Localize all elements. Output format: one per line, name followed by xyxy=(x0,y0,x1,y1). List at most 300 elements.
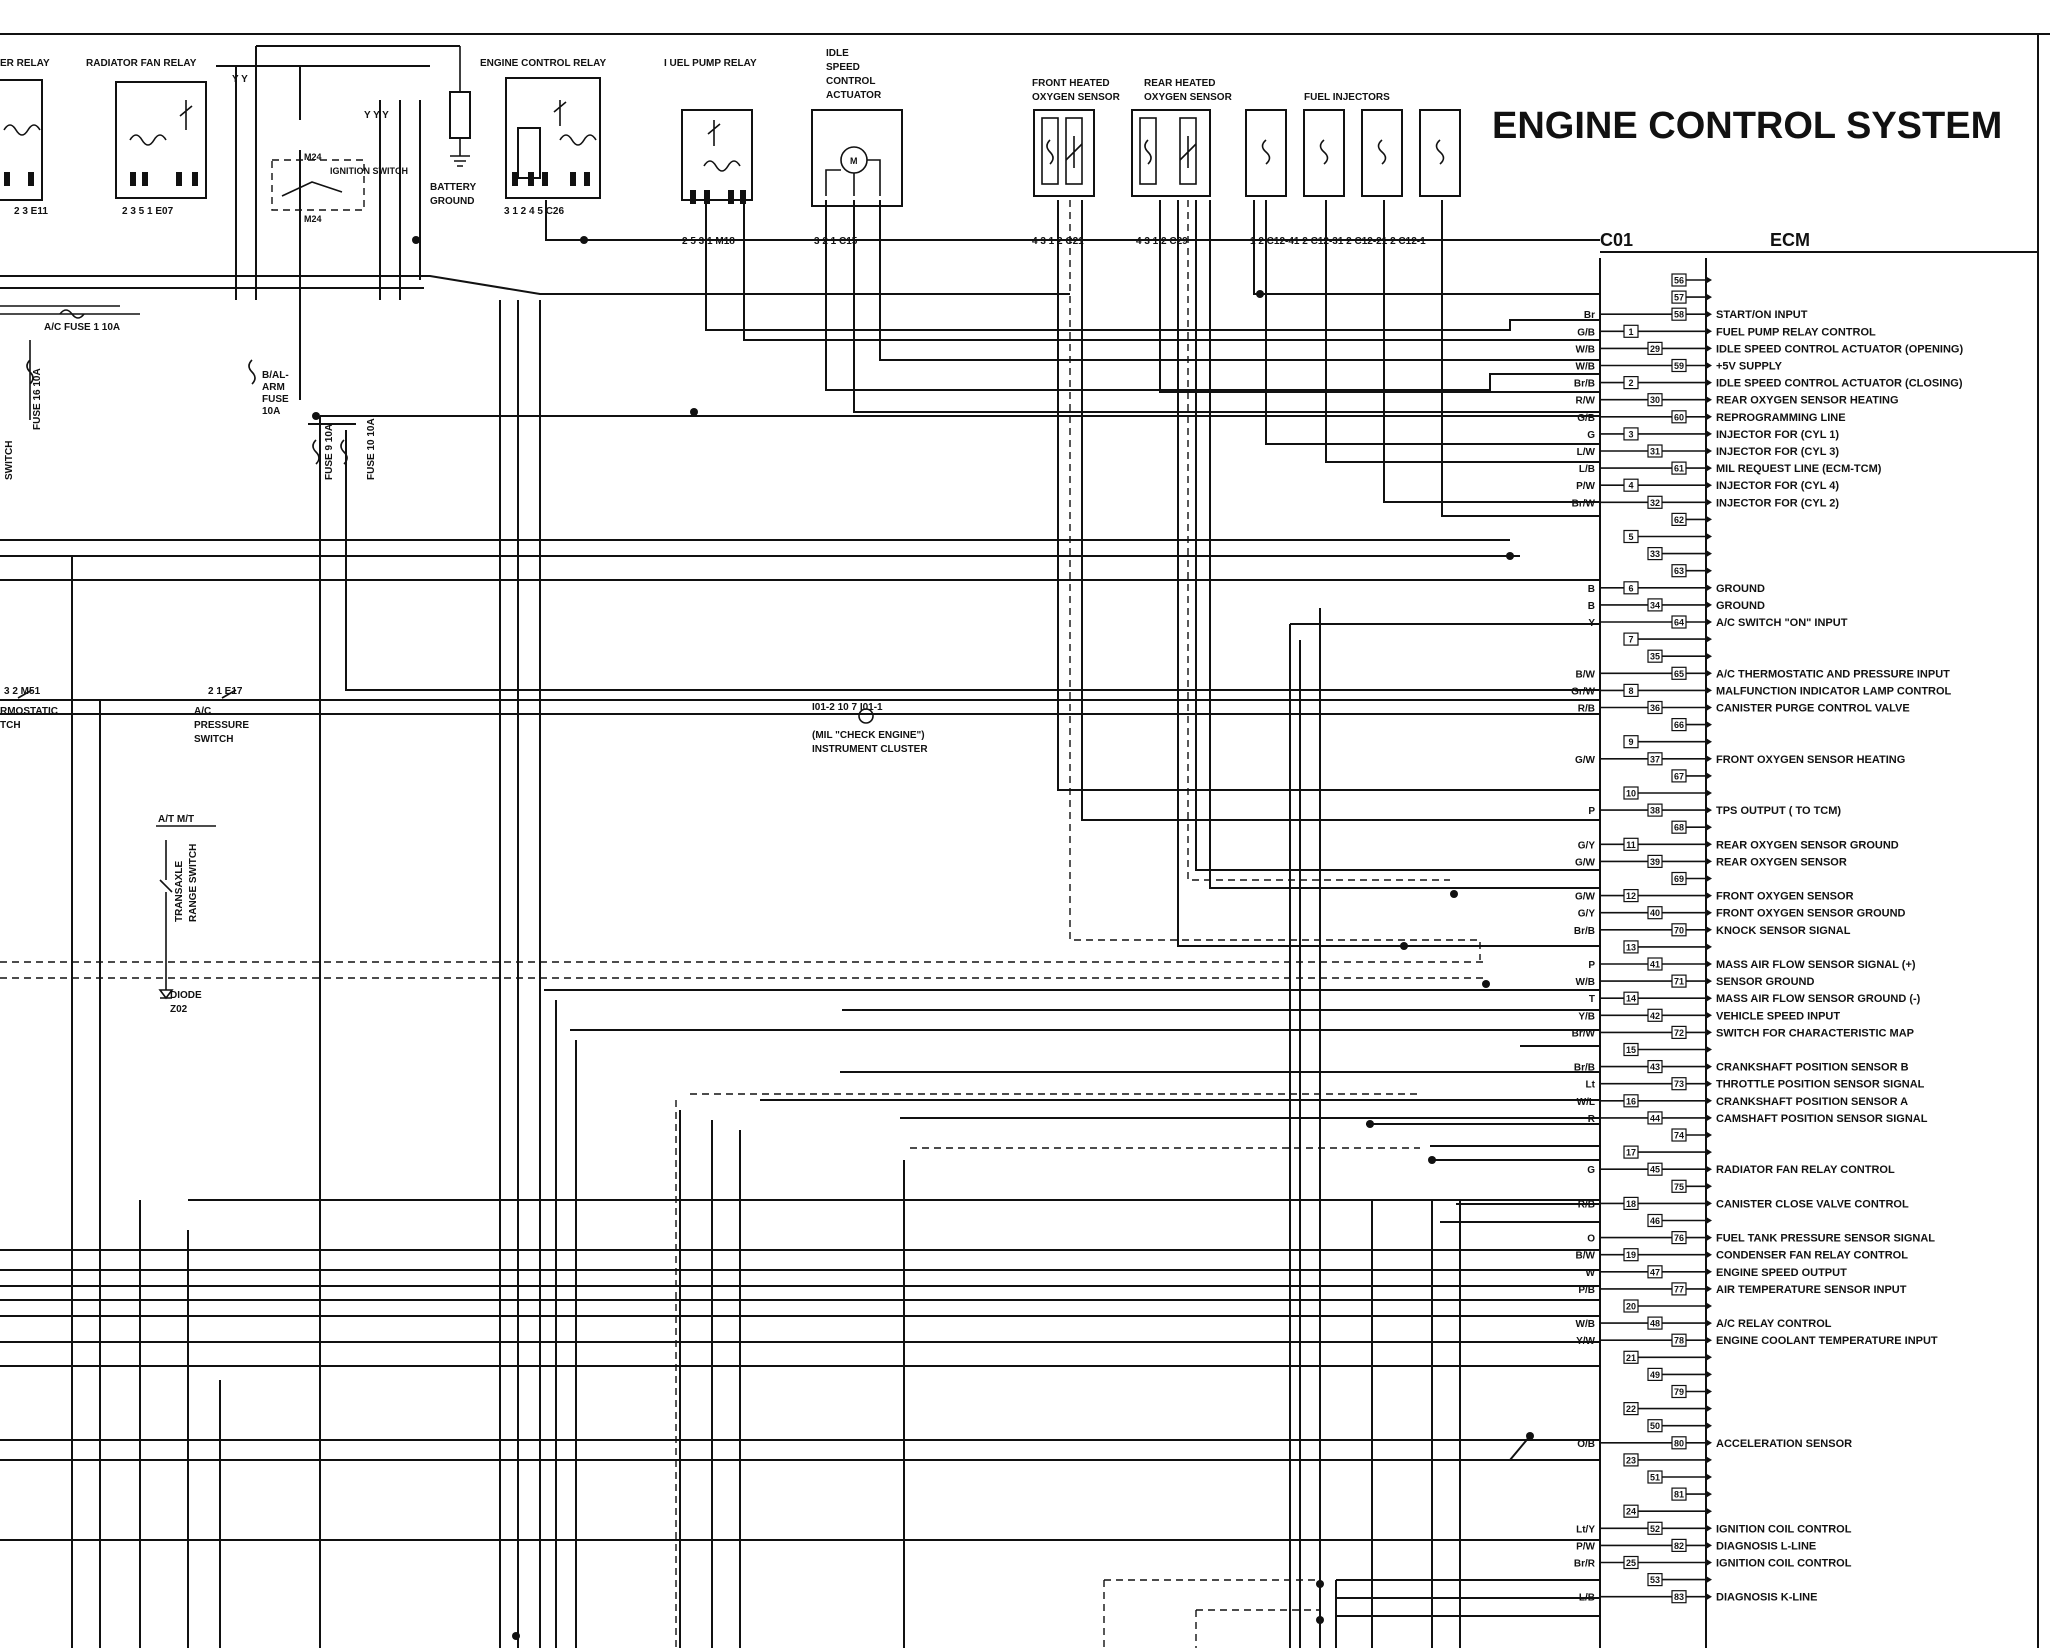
ecm-pin-arrow xyxy=(1707,1423,1712,1429)
ecm-wire-color: Br/B xyxy=(1573,925,1595,937)
e17-label: 2 1 E17 xyxy=(208,686,243,697)
ecm-signal-name: A/C RELAY CONTROL xyxy=(1716,1318,1832,1331)
ecm-pin-row xyxy=(1576,1249,1909,1262)
ecm-pin-row xyxy=(1624,1300,1712,1312)
ecm-pin-row xyxy=(1572,1026,1914,1039)
ecm-signal-name: THROTTLE POSITION SENSOR SIGNAL xyxy=(1716,1078,1925,1091)
ecm-pin-row xyxy=(1588,582,1765,595)
ecm-signal-name: AIR TEMPERATURE SENSOR INPUT xyxy=(1716,1283,1907,1296)
fuse10-label: FUSE 10 10A xyxy=(366,418,377,480)
ecm-signal-name: CAMSHAFT POSITION SENSOR SIGNAL xyxy=(1716,1112,1928,1125)
svg-text:Y Y: Y Y xyxy=(232,74,248,85)
ecm-pin-row xyxy=(1576,1334,1938,1347)
ecm-pin-number: 77 xyxy=(1673,1284,1685,1295)
ecm-pin-row xyxy=(1624,1351,1712,1363)
ecm-pin-arrow xyxy=(1707,619,1712,625)
ecm-pin-number: 60 xyxy=(1673,412,1685,423)
switch-partial-label: SWITCH xyxy=(4,440,15,480)
ecm-pin-number: 6 xyxy=(1628,583,1634,594)
ecm-wire-color: Y/W xyxy=(1576,1336,1595,1348)
ecm-pin-number: 23 xyxy=(1625,1455,1637,1466)
fuse16-label: FUSE 16 10A xyxy=(32,368,43,430)
diode-label-1: DIODE xyxy=(170,990,202,1001)
ecm-pin-arrow xyxy=(1707,927,1712,933)
ecm-pin-arrow xyxy=(1707,910,1712,916)
ecm-signal-name: VEHICLE SPEED INPUT xyxy=(1716,1010,1841,1023)
rear-o2-label-2: OXYGEN SENSOR xyxy=(1144,92,1232,103)
ecm-pin-number: 2 xyxy=(1628,378,1634,389)
ecm-pin-row xyxy=(1571,684,1951,697)
ecm-pin-arrow xyxy=(1707,534,1712,540)
ecm-pin-arrow xyxy=(1707,705,1712,711)
ecm-wire-color: Br/W xyxy=(1571,498,1595,510)
ecm-signal-name: GROUND xyxy=(1716,599,1765,612)
ecm-pin-number: 48 xyxy=(1649,1318,1661,1329)
ecm-pin-arrow xyxy=(1707,1132,1712,1138)
svg-text:M: M xyxy=(850,156,858,166)
ecm-signal-name: INJECTOR FOR (CYL 1) xyxy=(1716,428,1840,441)
ecm-pin-arrow xyxy=(1707,1218,1712,1224)
ecm-wire-color: G xyxy=(1587,429,1595,441)
ecm-pin-number: 17 xyxy=(1625,1147,1637,1158)
ecm-pin-arrow xyxy=(1707,687,1712,693)
ecm-pin-arrow xyxy=(1707,1474,1712,1480)
ecm-wire-color: G/W xyxy=(1575,891,1595,903)
ecm-signal-name: CANISTER PURGE CONTROL VALVE xyxy=(1716,702,1910,715)
ecm-pin-arrow xyxy=(1707,1166,1712,1172)
ac-pressure-switch xyxy=(194,686,249,745)
ecm-pin-number: 37 xyxy=(1649,754,1661,765)
ecm-pin-number: 62 xyxy=(1673,514,1685,525)
ecm-pin-number: 65 xyxy=(1673,668,1685,679)
ecm-wire-color: Lt xyxy=(1585,1079,1595,1091)
ecm-pin-arrow xyxy=(1707,739,1712,745)
ecm-signal-name: FUEL PUMP RELAY CONTROL xyxy=(1716,326,1876,339)
ecm-pin-number: 34 xyxy=(1649,600,1661,611)
ecm-pin-row xyxy=(1577,411,1845,424)
ecm-pin-number: 73 xyxy=(1673,1079,1685,1090)
m24-label-a: M24 xyxy=(304,152,322,162)
ecm-pin-row xyxy=(1574,1557,1852,1570)
ecm-wire-color: P/W xyxy=(1576,481,1595,493)
ecm-pin-arrow xyxy=(1707,1269,1712,1275)
ecm-pin-number: 22 xyxy=(1625,1404,1637,1415)
ecm-signal-name: GROUND xyxy=(1716,582,1765,595)
thermo-label-1: RMOSTATIC xyxy=(0,706,58,717)
isca-label-3: CONTROL xyxy=(826,76,876,87)
ecm-pin-number: 1 xyxy=(1628,326,1634,337)
ecm-pin-arrow xyxy=(1707,1406,1712,1412)
ecm-wire-color: R/B xyxy=(1577,703,1595,715)
ecm-signal-name: CRANKSHAFT POSITION SENSOR A xyxy=(1716,1095,1909,1108)
ecm-pin-number: 13 xyxy=(1625,942,1637,953)
ecm-pin-number: 72 xyxy=(1673,1027,1685,1038)
ecm-signal-name: CONDENSER FAN RELAY CONTROL xyxy=(1716,1249,1908,1262)
ecm-signal-name: INJECTOR FOR (CYL 4) xyxy=(1716,480,1840,493)
ecm-pin-number: 9 xyxy=(1628,737,1634,748)
ecm-signal-name: +5V SUPPLY xyxy=(1716,360,1782,373)
ecm-pin-number: 35 xyxy=(1649,651,1661,662)
ecm-wire-color: G xyxy=(1587,1165,1595,1177)
ecm-wire-color: W/B xyxy=(1575,361,1595,373)
ac-fuse-label: A/C FUSE 1 10A xyxy=(44,322,121,333)
ecm-wire-color: Br/B xyxy=(1573,1062,1595,1074)
ecm-pin-arrow xyxy=(1707,1560,1712,1566)
ecm-pin-arrow xyxy=(1707,328,1712,334)
ecm-pin-row xyxy=(1576,975,1815,988)
b-alarm-fuse-2: ARM xyxy=(262,382,285,393)
ecm-pin-number: 51 xyxy=(1649,1472,1661,1483)
ecm-signal-name: CANISTER CLOSE VALVE CONTROL xyxy=(1716,1198,1909,1211)
ecm-pin-arrow xyxy=(1707,1115,1712,1121)
ecm-pin-number: 33 xyxy=(1649,549,1661,560)
ecm-pin-arrow xyxy=(1707,551,1712,557)
ecm-signal-name: FRONT OXYGEN SENSOR xyxy=(1716,890,1854,903)
ecm-pin-number: 61 xyxy=(1673,463,1685,474)
cluster-label-2: INSTRUMENT CLUSTER xyxy=(812,744,928,755)
ecm-pin-row xyxy=(1588,804,1841,817)
ecm-pin-number: 19 xyxy=(1625,1250,1637,1261)
ecm-pin-number: 39 xyxy=(1649,856,1661,867)
ecm-pin-row xyxy=(1576,1522,1852,1535)
ecm-pin-arrow xyxy=(1707,1320,1712,1326)
ecm-wire-color: Y/B xyxy=(1578,1011,1595,1023)
ecm-pin-arrow xyxy=(1707,1064,1712,1070)
ecm-pin-arrow xyxy=(1707,568,1712,574)
ecm-signal-name: START/ON INPUT xyxy=(1716,309,1808,322)
ecm-pin-row xyxy=(1624,633,1712,645)
ecm-signal-name: SENSOR GROUND xyxy=(1716,976,1815,989)
e11-pins: 2 3 E11 xyxy=(14,206,48,217)
ecm-pin-number: 21 xyxy=(1625,1352,1637,1363)
ecm-pin-arrow xyxy=(1707,499,1712,505)
radiator-fan-relay-label: RADIATOR FAN RELAY xyxy=(86,58,197,69)
ecm-pin-number: 29 xyxy=(1649,343,1661,354)
ecm-pin-number: 15 xyxy=(1625,1045,1637,1055)
ecm-pin-arrow xyxy=(1707,1183,1712,1189)
ecm-signal-name: REAR OXYGEN SENSOR xyxy=(1716,856,1847,869)
ecm-pin-number: 18 xyxy=(1625,1198,1637,1209)
ecm-pin-number: 25 xyxy=(1625,1558,1637,1568)
ecm-pin-row xyxy=(1588,958,1916,971)
ecm-pin-row xyxy=(1577,445,1840,458)
ecm-pin-number: 53 xyxy=(1649,1575,1661,1586)
ecm-pin-number: 30 xyxy=(1649,395,1661,406)
ecm-pin-arrow xyxy=(1707,1577,1712,1583)
ecm-pin-number: 83 xyxy=(1673,1592,1685,1603)
ecm-pin-arrow xyxy=(1707,294,1712,300)
ecm-pin-number: 75 xyxy=(1673,1181,1685,1192)
ecm-pin-number: 16 xyxy=(1625,1096,1637,1107)
ecm-pin-row xyxy=(1577,325,1876,338)
ecm-connector-id: C01 xyxy=(1600,230,1634,250)
top-busbar xyxy=(216,46,460,400)
ecm-pin-number: 49 xyxy=(1649,1369,1661,1380)
cluster-label-1: (MIL "CHECK ENGINE") xyxy=(812,730,925,741)
ecm-pin-number: 43 xyxy=(1649,1062,1661,1073)
ecm-signal-name: KNOCK SENSOR SIGNAL xyxy=(1716,924,1851,937)
ecm-pin-arrow xyxy=(1707,380,1712,386)
ecm-pin-arrow xyxy=(1707,944,1712,950)
ecm-wire-color: W/B xyxy=(1575,1319,1595,1331)
ecm-pin-row xyxy=(1624,1403,1712,1415)
ecm-pin-row xyxy=(1588,1112,1928,1125)
ecm-pin-row xyxy=(1648,650,1712,662)
ecm-pin-number: 76 xyxy=(1673,1233,1685,1244)
ecm-pin-number: 12 xyxy=(1625,891,1637,902)
ecm-signal-name: REAR OXYGEN SENSOR HEATING xyxy=(1716,394,1899,407)
ecm-pin-row xyxy=(1587,1163,1895,1176)
ecm-pin-number: 63 xyxy=(1673,566,1685,577)
ecm-wire-color: G/W xyxy=(1575,857,1595,869)
ecm-signal-name: INJECTOR FOR (CYL 3) xyxy=(1716,446,1840,458)
ecm-wire-color: L/W xyxy=(1576,447,1595,458)
ecm-pin-arrow xyxy=(1707,756,1712,762)
ac-fuse xyxy=(0,306,140,333)
ecm-pin-row xyxy=(1576,1317,1832,1330)
ecm-wire-color: P xyxy=(1588,806,1595,818)
ecm-pin-row xyxy=(1574,377,1963,390)
ecm-wire-color: B/W xyxy=(1575,669,1595,681)
ecm-pin-arrow xyxy=(1707,1354,1712,1360)
ecm-pin-number: 45 xyxy=(1649,1164,1661,1175)
ecm-pin-number: 36 xyxy=(1649,703,1661,713)
ecm-pin-arrow xyxy=(1707,397,1712,403)
ecm-pin-row xyxy=(1576,394,1899,407)
ecm-wire-color: L/B xyxy=(1578,1592,1595,1604)
ac-thermostatic-switch xyxy=(0,686,58,731)
ecm-pin-arrow xyxy=(1707,807,1712,813)
junction-dots xyxy=(312,236,1534,1640)
ecm-pin-arrow xyxy=(1707,1286,1712,1292)
ecm-pin-row xyxy=(1588,599,1765,612)
ecm-pin-number: 24 xyxy=(1625,1506,1637,1517)
radiator-fan-relay xyxy=(86,58,206,217)
ecm-pin-arrow xyxy=(1707,1542,1712,1548)
c15-pins: 3 2 1 C15 xyxy=(814,236,858,247)
ecm-pin-row xyxy=(1588,616,1847,629)
ecm-wire-color: Br/W xyxy=(1571,1028,1595,1040)
ecm-pin-row xyxy=(1574,924,1851,937)
ecm-pin-arrow xyxy=(1707,790,1712,796)
left-fuses xyxy=(4,340,43,480)
ecm-wire-color: P/W xyxy=(1576,1541,1595,1553)
ecm-pin-arrow xyxy=(1707,1303,1712,1309)
ecm-signal-name: ACCELERATION SENSOR xyxy=(1716,1437,1853,1450)
fuel-injectors xyxy=(1246,92,1460,247)
c29-pins: 4 3 1 2 C29 xyxy=(1136,236,1188,247)
ecm-signal-name: FRONT OXYGEN SENSOR HEATING xyxy=(1716,753,1906,766)
ecm-wire-color: L/B xyxy=(1578,464,1595,476)
ecm-wire-color: B xyxy=(1587,583,1595,595)
front-o2-label-1: FRONT HEATED xyxy=(1032,78,1110,89)
svg-text:Y Y Y: Y Y Y xyxy=(364,110,389,121)
ecm-pin-row xyxy=(1578,1009,1840,1022)
ecm-pin-row xyxy=(1578,1197,1909,1210)
ecm-pin-row xyxy=(1574,1061,1909,1074)
ecm-pin-row xyxy=(1577,1095,1908,1108)
ecm-pin-arrow xyxy=(1707,602,1712,608)
ecm-pin-number: 82 xyxy=(1673,1540,1685,1551)
ecm-pin-arrow xyxy=(1707,482,1712,488)
ecm-pin-row xyxy=(1579,1591,1818,1604)
ecm-signal-name: IDLE SPEED CONTROL ACTUATOR (OPENING) xyxy=(1716,343,1964,356)
ecm-pin-arrow xyxy=(1707,876,1712,882)
ecm-pin-arrow xyxy=(1707,1235,1712,1241)
ecm-signal-name: REAR OXYGEN SENSOR GROUND xyxy=(1716,839,1899,852)
ecm-pin-number: 59 xyxy=(1673,361,1685,371)
ecm-pin-number: 8 xyxy=(1628,685,1634,696)
ecm-pin-arrow xyxy=(1707,516,1712,522)
ecm-pin-row xyxy=(1586,1078,1925,1091)
ecm-signal-name: MASS AIR FLOW SENSOR GROUND (-) xyxy=(1716,993,1921,1006)
ecm-signal-name: ENGINE SPEED OUTPUT xyxy=(1716,1266,1847,1279)
ecm-pin-arrow xyxy=(1707,722,1712,728)
ecm-pin-row xyxy=(1584,308,1808,321)
ecm-pin-number: 31 xyxy=(1649,446,1661,457)
ecm-pin-number: 66 xyxy=(1673,720,1685,731)
ecm-pin-number: 71 xyxy=(1673,976,1685,987)
ecm-signal-name: ENGINE COOLANT TEMPERATURE INPUT xyxy=(1716,1335,1938,1348)
ecm-pin-row xyxy=(1648,1574,1712,1586)
ecm-pin-number: 3 xyxy=(1628,429,1634,440)
ecm-pin-number: 11 xyxy=(1626,839,1636,850)
ecm-signal-name: A/C SWITCH "ON" INPUT xyxy=(1716,617,1848,629)
ecm-pin-arrow xyxy=(1707,670,1712,676)
ecm-pin-arrow xyxy=(1707,1029,1712,1035)
ecm-wire-color: P xyxy=(1588,960,1595,971)
ecm-pin-number: 47 xyxy=(1649,1267,1661,1278)
ecm-pin-arrow xyxy=(1707,1252,1712,1258)
engine-control-relay-label: ENGINE CONTROL RELAY xyxy=(480,58,607,69)
ecm-pin-number: 64 xyxy=(1673,617,1685,628)
ecm-pin-row xyxy=(1587,428,1839,441)
ecm-signal-name: A/C THERMOSTATIC AND PRESSURE INPUT xyxy=(1716,668,1950,681)
ecm-pin-arrow xyxy=(1707,448,1712,454)
ecm-pin-number: 79 xyxy=(1673,1387,1685,1397)
ecm-pin-arrow xyxy=(1707,1200,1712,1206)
ecm-pin-number: 14 xyxy=(1625,993,1637,1004)
ecm-wire-color: W/B xyxy=(1575,344,1595,356)
ecm-pin-arrow xyxy=(1707,414,1712,420)
thermo-label-2: TCH xyxy=(0,720,21,731)
ecm-label: ECM xyxy=(1770,230,1810,250)
ecm-pin-arrow xyxy=(1707,277,1712,283)
ecm-pin-row xyxy=(1586,1266,1848,1279)
ecm-pin-arrow xyxy=(1707,1081,1712,1087)
ecm-pin-arrow xyxy=(1707,1508,1712,1514)
fuel-injectors-label: FUEL INJECTORS xyxy=(1304,92,1390,103)
ecm-pin-row xyxy=(1624,787,1712,799)
ecm-pin-arrow xyxy=(1707,1440,1712,1446)
ecm-wire-color: Br/R xyxy=(1573,1558,1595,1570)
ecm-pin-row xyxy=(1624,941,1712,953)
ecm-wire-color: R xyxy=(1587,1113,1595,1125)
ecm-wire-color: P/B xyxy=(1578,1284,1595,1296)
fuel-pump-relay-label: I UEL PUMP RELAY xyxy=(664,58,757,69)
ecm-signal-name: MIL REQUEST LINE (ECM-TCM) xyxy=(1716,463,1882,476)
ecm-pin-number: 7 xyxy=(1628,634,1634,645)
instrument-cluster xyxy=(812,702,928,755)
ecm-pin-number: 46 xyxy=(1649,1216,1661,1226)
ecm-pin-number: 40 xyxy=(1649,908,1661,919)
ecm-signal-name: DIAGNOSIS K-LINE xyxy=(1716,1591,1818,1604)
ecm-signal-name: MALFUNCTION INDICATOR LAMP CONTROL xyxy=(1716,685,1952,698)
rear-o2-sensor xyxy=(1132,78,1233,247)
ecm-pin-row xyxy=(1648,1368,1712,1380)
wiring-harness xyxy=(0,200,1600,1648)
ecm-pin-arrow xyxy=(1707,345,1712,351)
b-alarm-fuse-1: B/AL- xyxy=(262,370,289,381)
ecm-pin-number: 68 xyxy=(1673,822,1685,833)
ecm-pin-number: 10 xyxy=(1625,788,1637,799)
ecm-wire-color: W/L xyxy=(1576,1096,1595,1108)
ecm-wire-color: G/W xyxy=(1575,754,1595,766)
ecm-pin-row xyxy=(1648,1420,1712,1432)
ecm-pin-arrow xyxy=(1707,311,1712,317)
ecm-pin-number: 58 xyxy=(1673,309,1685,320)
ac-pressure-3: SWITCH xyxy=(194,734,234,745)
ecm-wire-color: G/Y xyxy=(1577,840,1595,852)
ecm-pin-arrow xyxy=(1707,363,1712,369)
ecm-signal-name: DIAGNOSIS L-LINE xyxy=(1716,1540,1817,1553)
ecm-pin-row xyxy=(1587,1232,1935,1245)
ecm-wire-color: Br xyxy=(1583,310,1595,322)
ecm-signal-name: CRANKSHAFT POSITION SENSOR B xyxy=(1716,1061,1909,1074)
ecm-pin-rows xyxy=(1571,274,1963,1604)
ecm-pin-number: 78 xyxy=(1673,1335,1685,1346)
ecm-pin-row xyxy=(1648,1215,1712,1227)
isca-label-2: SPEED xyxy=(826,62,860,73)
ecm-pin-number: 44 xyxy=(1649,1113,1661,1124)
ecm-wire-color: R/B xyxy=(1577,1199,1595,1211)
ecm-wire-color: Lt/Y xyxy=(1576,1524,1595,1536)
ecm-wire-color: W xyxy=(1585,1267,1595,1279)
ecm-block xyxy=(1600,230,2038,1648)
ecm-pin-number: 42 xyxy=(1649,1010,1661,1021)
ecm-signal-name: TPS OUTPUT ( TO TCM) xyxy=(1716,805,1842,818)
ecm-pin-row xyxy=(1576,342,1964,355)
ecm-pin-row xyxy=(1624,1505,1712,1517)
ecm-pin-arrow xyxy=(1707,961,1712,967)
ecm-signal-name: FUEL TANK PRESSURE SENSOR SIGNAL xyxy=(1716,1232,1936,1245)
ecm-pin-arrow xyxy=(1707,824,1712,830)
ecm-pin-arrow xyxy=(1707,1457,1712,1463)
ecm-pin-arrow xyxy=(1707,636,1712,642)
ecm-pin-row xyxy=(1576,667,1951,680)
ecm-pin-arrow xyxy=(1707,431,1712,437)
b-alarm-fuse-4: 10A xyxy=(262,406,281,417)
isca-label-1: IDLE xyxy=(826,48,849,59)
ecm-wire-color: G/Y xyxy=(1577,908,1595,920)
c26-pins: 3 1 2 4 5 C26 xyxy=(504,206,565,217)
fan-relay-partial xyxy=(0,58,50,217)
ecm-pin-number: 57 xyxy=(1673,292,1685,303)
ecm-pin-number: 41 xyxy=(1649,959,1661,970)
ecm-pin-row xyxy=(1576,479,1839,492)
ecm-pin-number: 52 xyxy=(1649,1523,1661,1534)
ecm-pin-arrow xyxy=(1707,1012,1712,1018)
ecm-pin-row xyxy=(1577,1437,1852,1450)
at-mt-label: A/T M/T xyxy=(158,814,195,825)
fuse9-label: FUSE 9 10A xyxy=(324,423,335,480)
ecm-pin-row xyxy=(1624,736,1712,748)
ecm-pin-arrow xyxy=(1707,773,1712,779)
ecm-pin-row xyxy=(1578,702,1910,715)
ecm-pin-row xyxy=(1575,890,1854,903)
ecm-pin-row xyxy=(1576,1539,1816,1552)
ecm-pin-row xyxy=(1624,1146,1712,1158)
